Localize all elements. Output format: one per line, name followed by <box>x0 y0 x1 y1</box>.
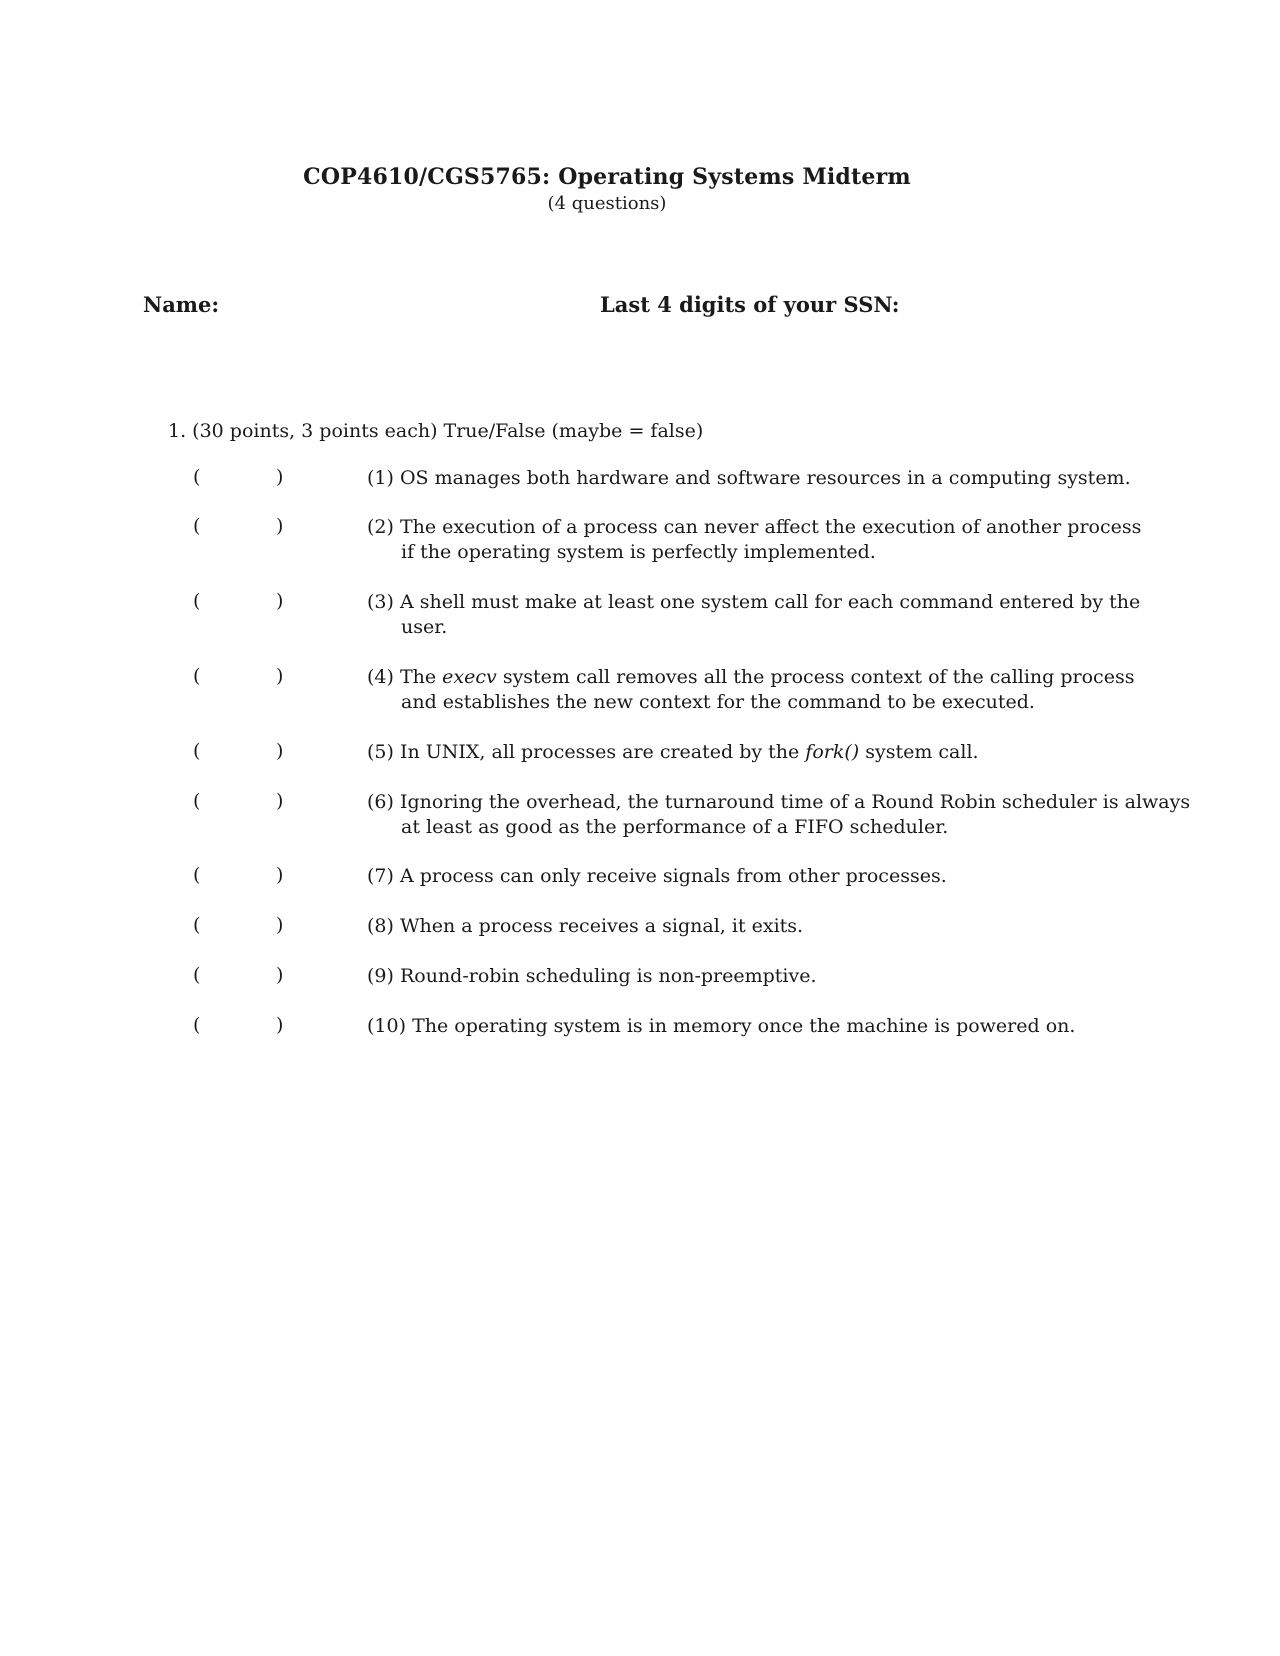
statement-number: (5) <box>367 741 394 763</box>
statement-text: A shell must make at least one system call for each command entered by the <box>399 591 1141 613</box>
statement-text: A process can only receive signals from other processes. <box>399 865 947 887</box>
statement <box>367 466 1131 491</box>
answer-blank-open[interactable]: ( <box>193 864 201 886</box>
answer-blank-open[interactable]: ( <box>193 590 201 612</box>
statement-number: (10) <box>367 1015 407 1037</box>
statement-text-continued: user. <box>401 616 448 638</box>
name-label: Name: <box>143 292 220 317</box>
answer-blank-close[interactable]: ) <box>276 590 284 612</box>
answer-blank-open[interactable]: ( <box>193 740 201 762</box>
answer-blank-open[interactable]: ( <box>193 665 201 687</box>
question-1-heading: 1. (30 points, 3 points each) True/False (maybe = false) <box>168 420 704 442</box>
answer-blank-close[interactable]: ) <box>276 466 284 488</box>
statement-text-post: system call. <box>865 741 979 763</box>
answer-blank-open[interactable]: ( <box>193 515 201 537</box>
statement-text-continued: at least as good as the performance of a FIFO scheduler. <box>401 816 949 838</box>
statement-text: Ignoring the overhead, the turnaround time of a Round Robin scheduler is always <box>399 791 1191 813</box>
statement <box>367 1014 1075 1039</box>
statement-number: (8) <box>367 915 394 937</box>
exam-subtitle: (4 questions) <box>547 193 667 214</box>
answer-blank-close[interactable]: ) <box>276 914 284 936</box>
ssn-label: Last 4 digits of your SSN: <box>600 292 900 317</box>
statement-number: (6) <box>367 791 394 813</box>
statement-number: (9) <box>367 965 394 987</box>
statement <box>367 864 947 889</box>
statement <box>367 964 817 989</box>
statement-text: When a process receives a signal, it exits. <box>399 915 804 937</box>
statement <box>367 590 1140 640</box>
answer-blank-close[interactable]: ) <box>276 790 284 812</box>
statement <box>367 790 1190 840</box>
statement-number: (3) <box>367 591 394 613</box>
statement <box>367 914 803 939</box>
statement-text: OS manages both hardware and software resources in a computing system. <box>399 467 1131 489</box>
answer-blank-close[interactable]: ) <box>276 964 284 986</box>
statement-text-pre: In UNIX, all processes are created by the <box>399 741 800 763</box>
statement-text: The execution of a process can never affect the execution of another process <box>399 516 1142 538</box>
answer-blank-open[interactable]: ( <box>193 790 201 812</box>
answer-blank-open[interactable]: ( <box>193 1014 201 1036</box>
answer-blank-open[interactable]: ( <box>193 964 201 986</box>
fork-term: fork() <box>805 741 860 763</box>
exam-title: COP4610/CGS5765: Operating Systems Midterm <box>303 164 911 190</box>
answer-blank-open[interactable]: ( <box>193 914 201 936</box>
statement-number: (2) <box>367 516 394 538</box>
statement-text-continued: if the operating system is perfectly implemented. <box>401 541 876 563</box>
answer-blank-close[interactable]: ) <box>276 1014 284 1036</box>
statement-text-continued: and establishes the new context for the command to be executed. <box>401 691 1035 713</box>
answer-blank-close[interactable]: ) <box>276 740 284 762</box>
statement-number: (7) <box>367 865 394 887</box>
statement <box>367 515 1141 565</box>
statement-text-pre: The <box>399 666 437 688</box>
execv-term: execv <box>442 666 497 688</box>
answer-blank-open[interactable]: ( <box>193 466 201 488</box>
statement-text-post: system call removes all the process context of the calling process <box>502 666 1135 688</box>
statement <box>367 665 1134 715</box>
answer-blank-close[interactable]: ) <box>276 665 284 687</box>
statement-text: Round-robin scheduling is non-preemptive. <box>399 965 817 987</box>
answer-blank-close[interactable]: ) <box>276 515 284 537</box>
answer-blank-close[interactable]: ) <box>276 864 284 886</box>
statement-text: The operating system is in memory once the machine is powered on. <box>412 1015 1076 1037</box>
statement-number: (4) <box>367 666 394 688</box>
statement <box>367 740 979 765</box>
statement-number: (1) <box>367 467 394 489</box>
